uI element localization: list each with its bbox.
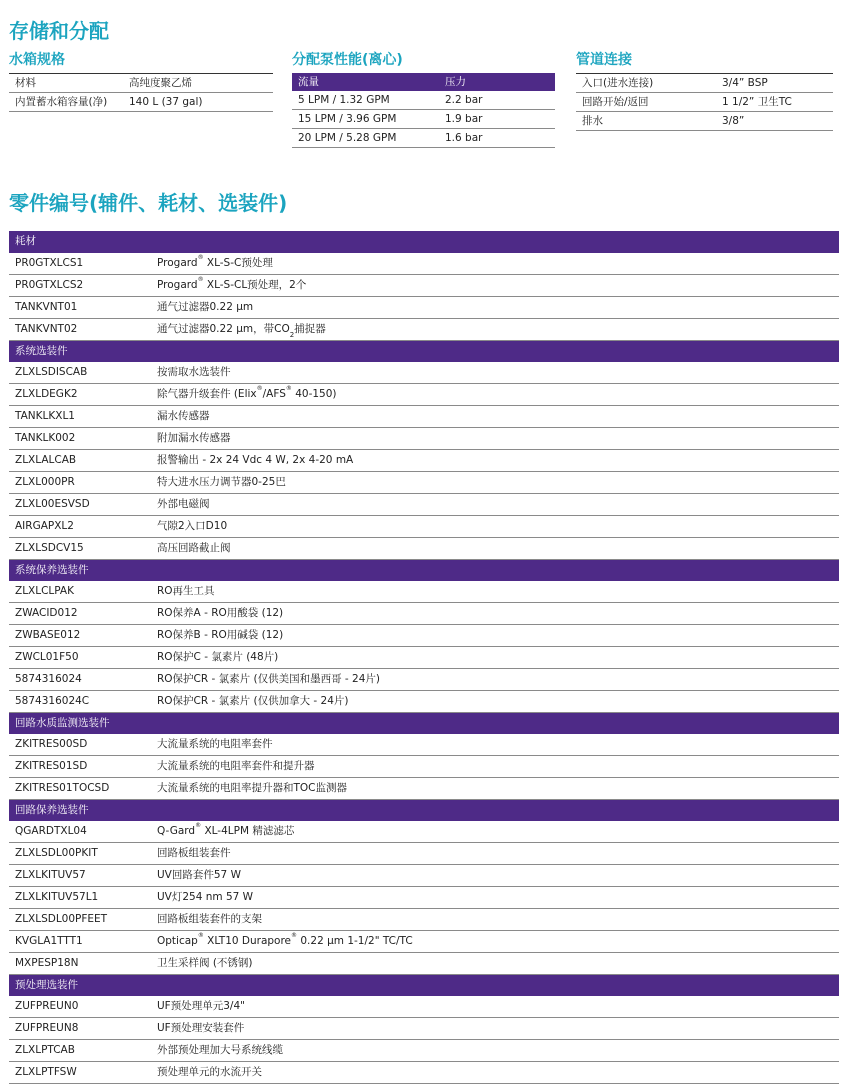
spec-value: 3/8”: [722, 115, 745, 127]
flow-value: 15 LPM / 3.96 GPM: [298, 113, 397, 125]
part-row: [9, 821, 839, 843]
category-header-row: [9, 231, 839, 253]
part-description: [151, 581, 839, 603]
part-row: [9, 537, 839, 559]
part-description: [151, 690, 839, 712]
description-text: UV灯254 nm 57 W: [157, 890, 254, 903]
part-row: [9, 1062, 839, 1084]
part-description: [151, 602, 839, 624]
part-description: [151, 734, 839, 756]
part-row: [9, 581, 839, 603]
description-text: 外部预处理加大号系统线缆: [157, 1044, 283, 1057]
part-row: [9, 493, 839, 515]
part-number: ZUFPREUN0: [9, 996, 151, 1018]
part-number: ZLXLALCAB: [9, 449, 151, 471]
part-row: [9, 886, 839, 908]
parts-table: [9, 231, 839, 1084]
part-row: [9, 952, 839, 974]
pump-spec-row: [292, 129, 555, 148]
column-header-flow: 流量: [298, 76, 319, 88]
part-description: [151, 646, 839, 668]
tank-spec-title: 水箱规格: [9, 52, 65, 68]
part-row: [9, 383, 839, 405]
part-description: [151, 537, 839, 559]
part-row: [9, 842, 839, 864]
part-number: ZLXLKITUV57L1: [9, 886, 151, 908]
part-description: [151, 471, 839, 493]
description-text: RO保护CR - 氯素片 (仅供加拿大 - 24片): [157, 694, 349, 707]
part-description: [151, 624, 839, 646]
description-text: Progard: [157, 256, 198, 269]
category-label: 回路水质监测选装件: [9, 712, 839, 734]
part-description: [151, 908, 839, 930]
part-number: ZLXL000PR: [9, 471, 151, 493]
pump-spec-table: [292, 73, 555, 148]
part-number: TANKLK002: [9, 427, 151, 449]
part-number: KVGLA1TTT1: [9, 930, 151, 952]
category-header-row: [9, 712, 839, 734]
piping-spec-row: [576, 93, 833, 112]
category-label: 系统选装件: [9, 340, 839, 362]
trademark-mark: ®: [197, 931, 204, 939]
part-number: 5874316024C: [9, 690, 151, 712]
category-label: 系统保养选装件: [9, 559, 839, 581]
spec-value: 3/4” BSP: [722, 77, 768, 89]
description-text: 气隙2入口D10: [157, 519, 228, 532]
part-row: [9, 777, 839, 799]
part-number: ZKITRES01SD: [9, 755, 151, 777]
pump-spec-title: 分配泵性能(离心): [292, 52, 403, 68]
part-number: ZLXLCLPAK: [9, 581, 151, 603]
piping-spec-row: [576, 74, 833, 93]
part-number: ZLXL00ESVSD: [9, 493, 151, 515]
part-row: [9, 1040, 839, 1062]
spec-value: 140 L (37 gal): [129, 96, 203, 108]
piping-spec-row: [576, 112, 833, 131]
pressure-value: 1.6 bar: [445, 132, 483, 144]
part-description: [151, 864, 839, 886]
part-row: [9, 362, 839, 384]
description-text: 按需取水选装件: [157, 365, 231, 378]
spec-label: 内置蓄水箱容量(净): [15, 96, 108, 108]
part-number: 5874316024: [9, 668, 151, 690]
part-number: ZLXLDEGK2: [9, 383, 151, 405]
part-row: [9, 930, 839, 952]
part-description: [151, 362, 839, 384]
trademark-mark: ®: [197, 253, 204, 261]
description-text: 通气过滤器0.22 µm，带CO: [157, 322, 290, 335]
tank-spec-table: [9, 73, 273, 112]
part-description: [151, 755, 839, 777]
part-description: [151, 1040, 839, 1062]
spec-label: 入口(进水连接): [582, 77, 654, 89]
part-row: [9, 690, 839, 712]
part-number: ZLXLSDCV15: [9, 537, 151, 559]
description-text: RO保养B - RO用碱袋 (12): [157, 628, 284, 641]
description-text: 40-150): [291, 387, 337, 400]
part-number: PR0GTXLCS2: [9, 274, 151, 296]
column-header-pressure: 压力: [445, 76, 466, 88]
description-text: 回路板组装套件的支架: [157, 912, 262, 925]
part-row: [9, 646, 839, 668]
description-text: 报警输出 - 2x 24 Vdc 4 W, 2x 4-20 mA: [157, 453, 354, 466]
part-number: ZKITRES00SD: [9, 734, 151, 756]
description-text: 特大进水压力调节器0-25巴: [157, 475, 286, 488]
description-text: 捕捉器: [294, 322, 326, 335]
part-description: [151, 996, 839, 1018]
part-row: [9, 253, 839, 275]
part-description: [151, 668, 839, 690]
category-header-row: [9, 340, 839, 362]
part-description: [151, 886, 839, 908]
description-text: XL-S-CL预处理，2个: [203, 278, 307, 291]
description-text: 附加漏水传感器: [157, 431, 231, 444]
part-row: [9, 318, 839, 340]
part-row: [9, 427, 839, 449]
part-number: ZLXLPTCAB: [9, 1040, 151, 1062]
part-row: [9, 908, 839, 930]
part-number: PR0GTXLCS1: [9, 253, 151, 275]
category-header-row: [9, 559, 839, 581]
description-text: 大流量系统的电阻率提升器和TOC监测器: [157, 781, 348, 794]
description-text: UV回路套件57 W: [157, 868, 241, 881]
description-text: 除气器升级套件 (Elix: [157, 387, 257, 400]
part-description: [151, 1062, 839, 1084]
part-description: [151, 405, 839, 427]
description-text: XL-S-C预处理: [203, 256, 273, 269]
part-description: [151, 253, 839, 275]
trademark-mark: ®: [197, 275, 204, 283]
part-number: ZWCL01F50: [9, 646, 151, 668]
part-row: [9, 449, 839, 471]
part-description: [151, 952, 839, 974]
part-row: [9, 624, 839, 646]
part-number: ZWACID012: [9, 602, 151, 624]
pressure-value: 2.2 bar: [445, 94, 483, 106]
category-label: 回路保养选装件: [9, 799, 839, 821]
part-row: [9, 296, 839, 318]
part-description: [151, 383, 839, 405]
part-description: [151, 515, 839, 537]
part-row: [9, 864, 839, 886]
section-title-storage: 存储和分配: [9, 19, 109, 43]
spec-value: 高纯度聚乙烯: [129, 77, 192, 89]
spec-value: 1 1/2” 卫生TC: [722, 96, 792, 108]
trademark-mark: ®: [195, 821, 202, 829]
category-header-row: [9, 974, 839, 996]
pressure-value: 1.9 bar: [445, 113, 483, 125]
category-header-row: [9, 799, 839, 821]
pump-spec-row: [292, 110, 555, 129]
part-number: ZLXLSDL00PKIT: [9, 842, 151, 864]
category-label: 预处理选装件: [9, 974, 839, 996]
tank-spec-block: [9, 51, 273, 112]
part-number: ZLXLSDISCAB: [9, 362, 151, 384]
part-row: [9, 996, 839, 1018]
part-description: [151, 318, 839, 340]
description-text: 大流量系统的电阻率套件和提升器: [157, 759, 315, 772]
description-text: XLT10 Durapore: [203, 934, 292, 947]
section-title-parts: 零件编号(辅件、耗材、选装件): [9, 191, 288, 215]
description-text: Opticap: [157, 934, 198, 947]
trademark-mark: ®: [256, 384, 263, 392]
part-row: [9, 274, 839, 296]
description-text: 外部电磁阀: [157, 497, 210, 510]
description-text: RO保养A - RO用酸袋 (12): [157, 606, 284, 619]
description-text: /AFS: [262, 387, 286, 400]
trademark-mark: ®: [291, 931, 298, 939]
piping-spec-block: [576, 51, 833, 131]
part-description: [151, 449, 839, 471]
description-text: 大流量系统的电阻率套件: [157, 737, 273, 750]
part-description: [151, 842, 839, 864]
description-text: 高压回路截止阀: [157, 541, 231, 554]
description-text: RO再生工具: [157, 584, 215, 597]
part-number: ZUFPREUN8: [9, 1018, 151, 1040]
description-text: 0.22 µm 1-1/2" TC/TC: [297, 934, 413, 947]
piping-spec-title: 管道连接: [576, 52, 632, 68]
part-description: [151, 1018, 839, 1040]
part-number: TANKVNT02: [9, 318, 151, 340]
part-number: ZLXLSDL00PFEET: [9, 908, 151, 930]
flow-value: 5 LPM / 1.32 GPM: [298, 94, 390, 106]
description-text: 漏水传感器: [157, 409, 210, 422]
part-row: [9, 755, 839, 777]
description-text: 卫生采样阀 (不锈钢): [157, 956, 253, 969]
tank-spec-row: [9, 74, 273, 93]
subscript-text: 2: [289, 330, 295, 339]
pump-spec-row: [292, 91, 555, 110]
part-row: [9, 515, 839, 537]
part-description: [151, 296, 839, 318]
part-row: [9, 668, 839, 690]
part-number: TANKLKXL1: [9, 405, 151, 427]
part-description: [151, 427, 839, 449]
part-description: [151, 821, 839, 843]
part-row: [9, 1018, 839, 1040]
part-number: ZLXLPTFSW: [9, 1062, 151, 1084]
description-text: RO保护CR - 氯素片 (仅供美国和墨西哥 - 24片): [157, 672, 381, 685]
part-row: [9, 471, 839, 493]
part-row: [9, 602, 839, 624]
part-number: ZKITRES01TOCSD: [9, 777, 151, 799]
description-text: UF预处理安装套件: [157, 1022, 245, 1035]
flow-value: 20 LPM / 5.28 GPM: [298, 132, 397, 144]
description-text: XL-4LPM 精滤滤芯: [201, 824, 295, 837]
part-row: [9, 734, 839, 756]
part-number: TANKVNT01: [9, 296, 151, 318]
description-text: 预处理单元的水流开关: [157, 1066, 262, 1079]
part-number: AIRGAPXL2: [9, 515, 151, 537]
part-description: [151, 777, 839, 799]
description-text: RO保护C - 氯素片 (48片): [157, 650, 279, 663]
part-description: [151, 930, 839, 952]
part-number: MXPESP18N: [9, 952, 151, 974]
description-text: 通气过滤器0.22 µm: [157, 300, 254, 313]
spec-label: 材料: [15, 77, 36, 89]
part-row: [9, 405, 839, 427]
part-number: ZWBASE012: [9, 624, 151, 646]
part-description: [151, 274, 839, 296]
part-number: ZLXLKITUV57: [9, 864, 151, 886]
spec-label: 排水: [582, 115, 603, 127]
tank-spec-row: [9, 93, 273, 112]
part-number: QGARDTXL04: [9, 821, 151, 843]
description-text: Progard: [157, 278, 198, 291]
trademark-mark: ®: [285, 384, 292, 392]
piping-spec-table: [576, 73, 833, 131]
pump-header-row: [292, 73, 555, 91]
spec-label: 回路开始/返回: [582, 96, 649, 108]
description-text: 回路板组装套件: [157, 846, 231, 859]
description-text: UF预处理单元3/4": [157, 1000, 245, 1013]
category-label: 耗材: [9, 231, 839, 253]
description-text: Q-Gard: [157, 824, 196, 837]
pump-spec-block: [292, 51, 555, 148]
part-description: [151, 493, 839, 515]
